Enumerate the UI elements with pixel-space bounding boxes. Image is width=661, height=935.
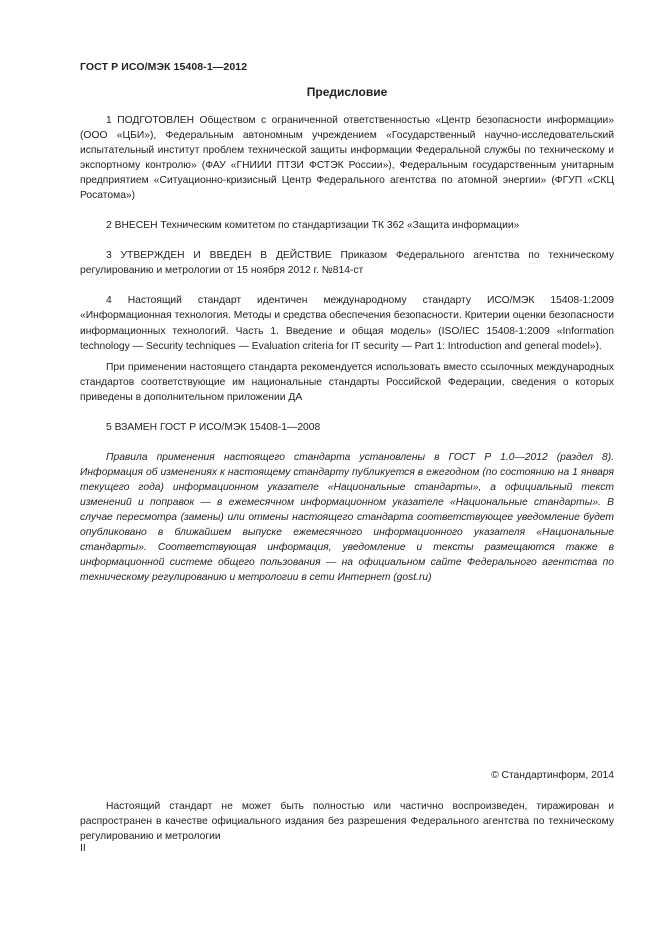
page-number: II [80, 842, 86, 854]
paragraph-references-note: При применении настоящего стандарта рекомендуется использовать вместо ссылочных международных стандартов соответствующие им национальные стандарты Российской Федерации, сведения о которых приведены в дополнительном приложении ДА [80, 361, 614, 403]
paragraph-approved: 3 УТВЕРЖДЕН И ВВЕДЕН В ДЕЙСТВИЕ Приказом Федерального агентства по техническому регулированию и метрологии от 15 ноября 2012 г. №814-ст [80, 250, 614, 277]
foreword-content [80, 113, 614, 585]
document-code-header: ГОСТ Р ИСО/МЭК 15408-1—2012 [80, 61, 248, 73]
notice-text: Настоящий стандарт не может быть полностью или частично воспроизведен, тиражирован и распространен в качестве официального издания без разрешения Федерального агентства по техническому регулированию и метрологии [80, 801, 614, 843]
copyright-line: © Стандартинформ, 2014 [491, 770, 614, 781]
page-title: Предисловие [306, 85, 388, 99]
paragraph-application-rules: Правила применения настоящего стандарта установлены в ГОСТ Р 1.0—2012 (раздел 8). Информация об изменениях к настоящему стандарту публикуется в ежегодном (по состоянию на 1 января текущего года) информационном указателе «Национальные стандарты», а официальный текст изменений и поправок — в ежемесячном информационном указателе «Национальные стандарты». В случае пересмотра (замены) или отмены настоящего стандарта соответствующее уведомление будет опубликовано в ближайшем выпуске ежемесячного информационного указателя «Национальные стандарты». Соответствующая информация, уведомление и тексты размещаются также в информационной системе общего пользования — на официальном сайте Федерального агентства по техническому регулированию и метрологии в сети Интернет (gost.ru) [80, 451, 614, 584]
paragraph-prepared-by: 1 ПОДГОТОВЛЕН Обществом с ограниченной ответственностью «Центр безопасности информации» (ООО «ЦБИ»), Федеральным автономным учреждением «Государственный научно-исследовательский испытательный институт проблем технической защиты информации Федеральной службы по техническому и экспортному контролю» (ФАУ «ГНИИИ ПТЗИ ФСТЭК России»), Федеральным государственным унитарным предприятием «Ситуационно-кризисный Центр Федерального агентства по атомной энергии» (ФГУП «СКЦ Росатома») [80, 115, 614, 202]
paragraph-submitted-by: 2 ВНЕСЕН Техническим комитетом по стандартизации ТК 362 «Защита информации» [106, 220, 520, 232]
reproduction-notice [80, 799, 614, 844]
paragraph-identical-standard: 4 Настоящий стандарт идентичен международному стандарту ИСО/МЭК 15408-1:2009 «Информационная технология. Методы и средства обеспечения безопасности. Критерии оценки безопасности информационных технологий. Часть 1. Введение и общая модель» (ISO/IEC 15408-1:2009 «Information technology — Security techniques — Evaluation criteria for IT security — Part 1: Introduction and general model»). [80, 295, 614, 352]
document-page [80, 0, 614, 935]
paragraph-replaces: 5 ВЗАМЕН ГОСТ Р ИСО/МЭК 15408-1—2008 [106, 421, 321, 433]
